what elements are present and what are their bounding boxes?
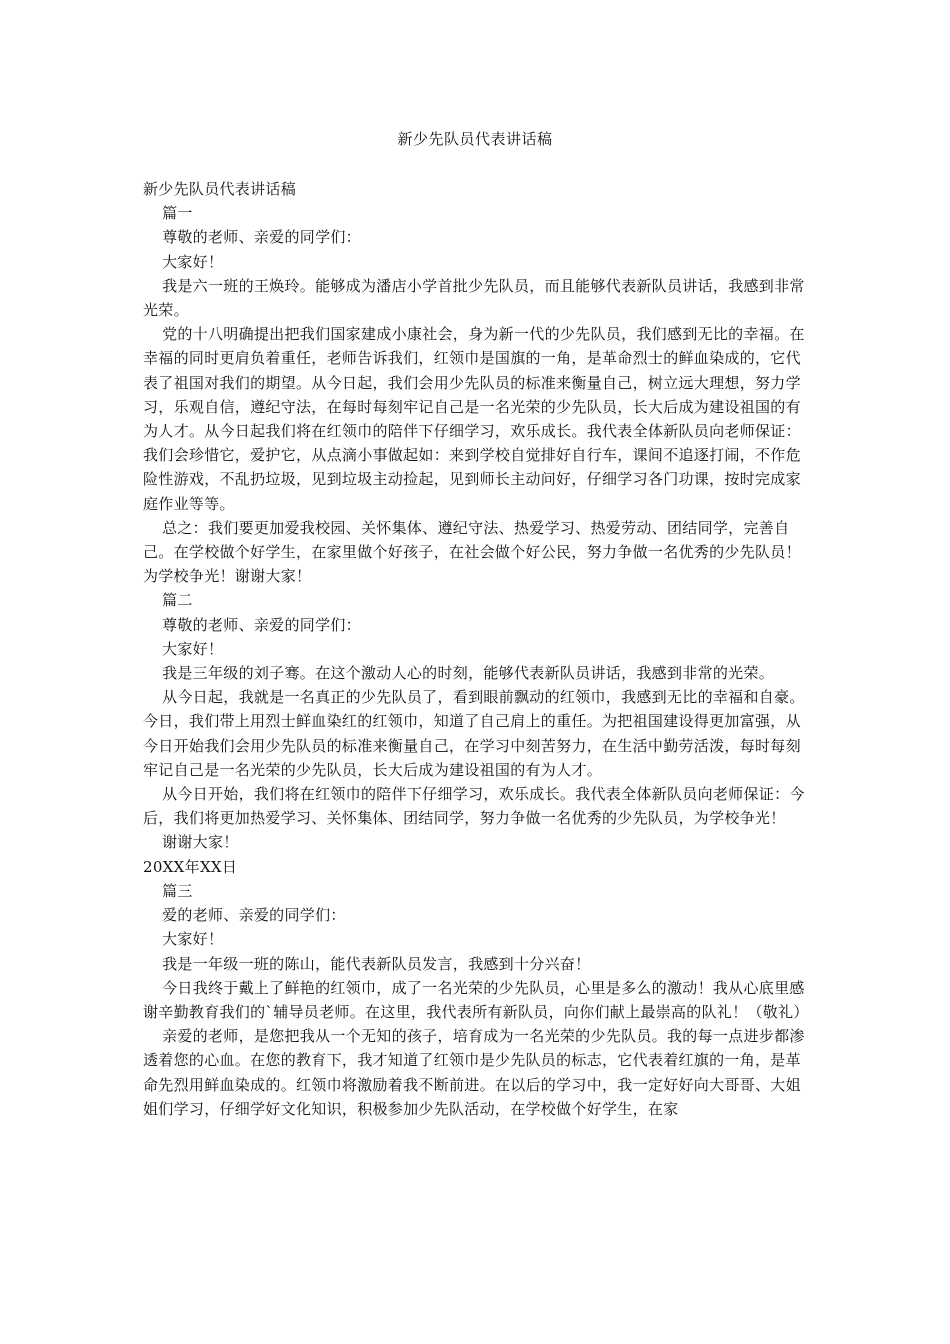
document-title: 新少先队员代表讲话稿 [397,130,553,148]
paragraph: 尊敬的老师、亲爱的同学们： [162,615,361,634]
paragraph: 大家好！ [162,639,224,658]
paragraph: 篇一 [162,204,193,223]
paragraph: 爱的老师、亲爱的同学们： [162,906,346,925]
paragraph: 尊敬的老师、亲爱的同学们： [162,228,361,247]
document-body [143,177,813,1121]
paragraph: 大家好！ [162,252,224,271]
paragraph: 我是三年级的刘子骞。在这个激动人心的时刻，能够代表新队员讲话，我感到非常的光荣。 [162,664,775,683]
paragraph: 篇二 [162,591,193,610]
paragraph: 我是六一班的王焕玲。能够成为潘店小学首批少先队员，而且能够代表新队员讲话，我感到非常光荣。 [143,276,805,320]
paragraph: 20XX年XX日 [143,857,238,876]
paragraph: 新少先队员代表讲话稿 [143,180,297,198]
paragraph: 我是一年级一班的陈山，能代表新队员发言，我感到十分兴奋！ [162,954,591,973]
paragraph: 从今日起，我就是一名真正的少先队员了，看到眼前飘动的红领巾，我感到无比的幸福和自豪。今日，我们带上用烈士鲜血染红的红领巾，知道了自己肩上的重任。为把祖国建设得更加富强，从今日开始我们会用少先队员的标准来衡量自己，在学习中刻苦努力，在生活中勤劳活泼，每时每刻牢记自己是一名光荣的少先队员，长大后成为建设祖国的有为人才。 [143,688,805,779]
paragraph: 党的十八明确提出把我们国家建成小康社会，身为新一代的少先队员，我们感到无比的幸福。在幸福的同时更肩负着重任，老师告诉我们，红领巾是国旗的一角，是革命烈士的鲜血染成的，它代表了祖国对我们的期望。从今日起，我们会用少先队员的标准来衡量自己，树立远大理想，努力学习，乐观自信，遵纪守法，在每时每刻牢记自己是一名光荣的少先队员，长大后成为建设祖国的有为人才。从今日起我们将在红领巾的陪伴下仔细学习，欢乐成长。我代表全体新队员向老师保证：我们会珍惜它，爱护它，从点滴小事做起如：来到学校自觉排好自行车，课间不追逐打闹，不作危险性游戏，不乱扔垃圾，见到垃圾主动捡起，见到师长主动问好，仔细学习各门功课，按时完成家庭作业等等。 [143,325,805,513]
paragraph: 亲爱的老师，是您把我从一个无知的孩子，培育成为一名光荣的少先队员。我的每一点进步都渗透着您的心血。在您的教育下，我才知道了红领巾是少先队员的标志，它代表着红旗的一角，是革命先烈用鲜血染成的。红领巾将激励着我不断前进。在以后的学习中，我一定好好向大哥哥、大姐姐们学习，仔细学好文化知识，积极参加少先队活动，在学校做个好学生，在家 [143,1027,805,1118]
paragraph: 从今日开始，我们将在红领巾的陪伴下仔细学习，欢乐成长。我代表全体新队员向老师保证：今后，我们将更加热爱学习、关怀集体、团结同学，努力争做一名优秀的少先队员，为学校争光！ [143,785,805,828]
paragraph: 今日我终于戴上了鲜艳的红领巾，成了一名光荣的少先队员，心里是多么的激动！我从心底里感谢辛勤教育我们的`辅导员老师。在这里，我代表所有新队员，向你们献上最崇高的队礼！（敬礼） [143,978,809,1021]
paragraph: 谢谢大家！ [162,833,239,852]
paragraph: 篇三 [162,881,193,900]
paragraph: 总之：我们要更加爱我校园、关怀集体、遵纪守法、热爱学习、热爱劳动、团结同学，完善自己。在学校做个好学生，在家里做个好孩子，在社会做个好公民，努力争做一名优秀的少先队员！为学校争光！谢谢大家！ [143,518,801,586]
paragraph: 大家好！ [162,930,224,949]
